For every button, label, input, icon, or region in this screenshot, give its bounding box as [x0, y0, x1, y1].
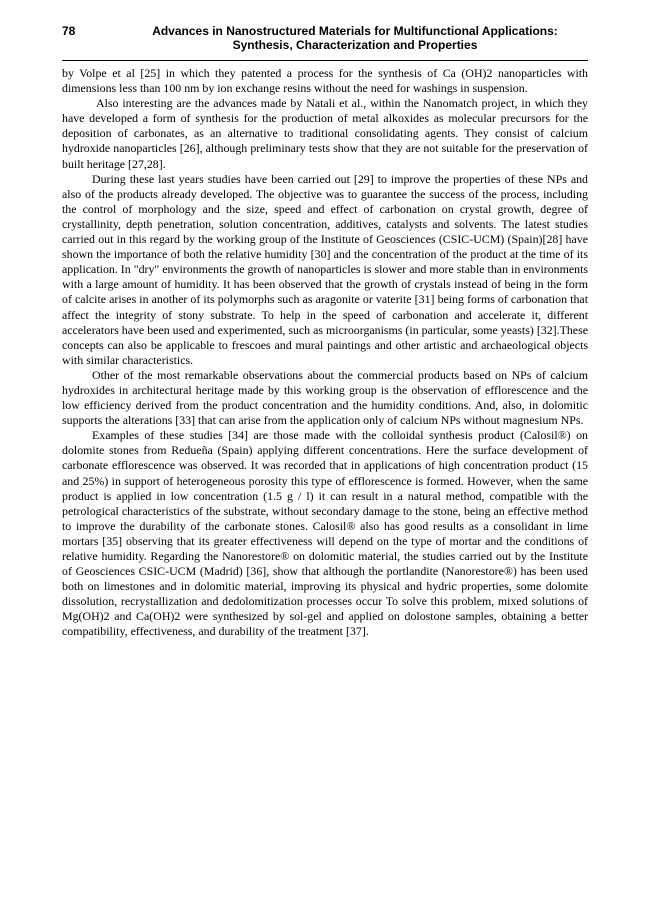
- header-rule: [62, 60, 588, 61]
- body-text: [62, 66, 588, 640]
- paragraph-continuation: by Volpe et al [25] in which they patented a process for the synthesis of Ca (OH)2 nanoparticles with dimensions less than 100 nm by ion exchange resins without the need for washings in suspension.: [62, 66, 588, 96]
- paragraph-observations: Other of the most remarkable observations about the commercial products based on NPs of calcium hydroxides in architectural heritage made by this working group is the observation of efflorescence and the low efficiency derived from the product concentration and the humidity conditions. And, also, in dolomitic supports the alterations [33] that can arise from the application only of calcium NPs without magnesium NPs.: [62, 367, 588, 428]
- header-title-line-2: Synthesis, Characterization and Properties: [232, 38, 478, 52]
- paragraph-recent-studies: During these last years studies have been carried out [29] to improve the properties of these NPs and also of the products already developed. The objective was to guarantee the success of the process, including the control of morphology and the size, speed and effect of carbonation on crystal growth, degree of crystallinity, depth penetration, solution concentration, additives, catalysts and solvents. The latest studies carried out in this regard by the working group of the Institute of Geosciences (CSIC-UCM) (Spain)[28] have shown the importance of both the relative humidity [30] and the concentration of the product at the time of its application. In "dry" environments the growth of nanoparticles is slower and more stable than in environments with a large amount of humidity. It has been observed that the growth of crystals instead of being in the form of calcite arises in another of its polymorphs such as aragonite or vaterite [31] being forms of carbonation that affect the integrity of stony substrate. To help in the speed of carbonation and accelerate it, different accelerators have been used and experimented, such as microorganisms (in particular, some yeasts) [32].These concepts can also be applicable to frescoes and mural paintings and other artistic and archaeological objects with similar characteristics.: [62, 171, 588, 367]
- page-number: 78: [62, 24, 76, 38]
- header-title-line-1: Advances in Nanostructured Materials for Multifunctional Applications:: [152, 24, 558, 38]
- paragraph-examples: Examples of these studies [34] are those made with the colloidal synthesis product (Calosil®) on dolomite stones from Redueña (Spain) applying different concentrations. Here the surface development of carbonate efflorescence was observed. It was recorded that in applications of high concentration product (15 and 25%) in support of heterogeneous porosity this type of efflorescence is formed. However, when the same product is applied in low concentration (1.5 g / l) it can result in a natural method, compatible with the petrological characteristics of the substrate, without secondary damage to the stone, being an effective method to improve the durability of the carbonate stones. Calosil® also has good results as a consolidant in lime mortars [35] observing that its greater effectiveness will depend on the type of mortar and the conditions of relative humidity. Regarding the Nanorestore® on dolomitic material, the studies carried out by the Institute of Geosciences CSIC-UCM (Madrid) [36], show that although the portlandite (Nanorestore®) has been used both on limestones and in dolomitic material, improving its physical and hydric properties, some dolomite dissolution, recrystallization and dedolomitization processes occur To solve this problem, mixed solutions of Mg(OH)2 and Ca(OH)2 were synthesized by sol-gel and applied on dolostone samples, obtaining a better compatibility, effectiveness, and durability of the treatment [37].: [62, 428, 588, 639]
- running-header: [62, 24, 588, 52]
- paragraph-natali: Also interesting are the advances made by Natali et al., within the Nanomatch project, in which they have developed a form of synthesis for the production of metal alkoxides as molecular precursors for the deposition of carbonates, as an alternative to traditional consolidating agents. They consist of calcium hydroxide nanoparticles [26], although preliminary tests show that they are not suitable for the preservation of built heritage [27,28].: [62, 96, 588, 171]
